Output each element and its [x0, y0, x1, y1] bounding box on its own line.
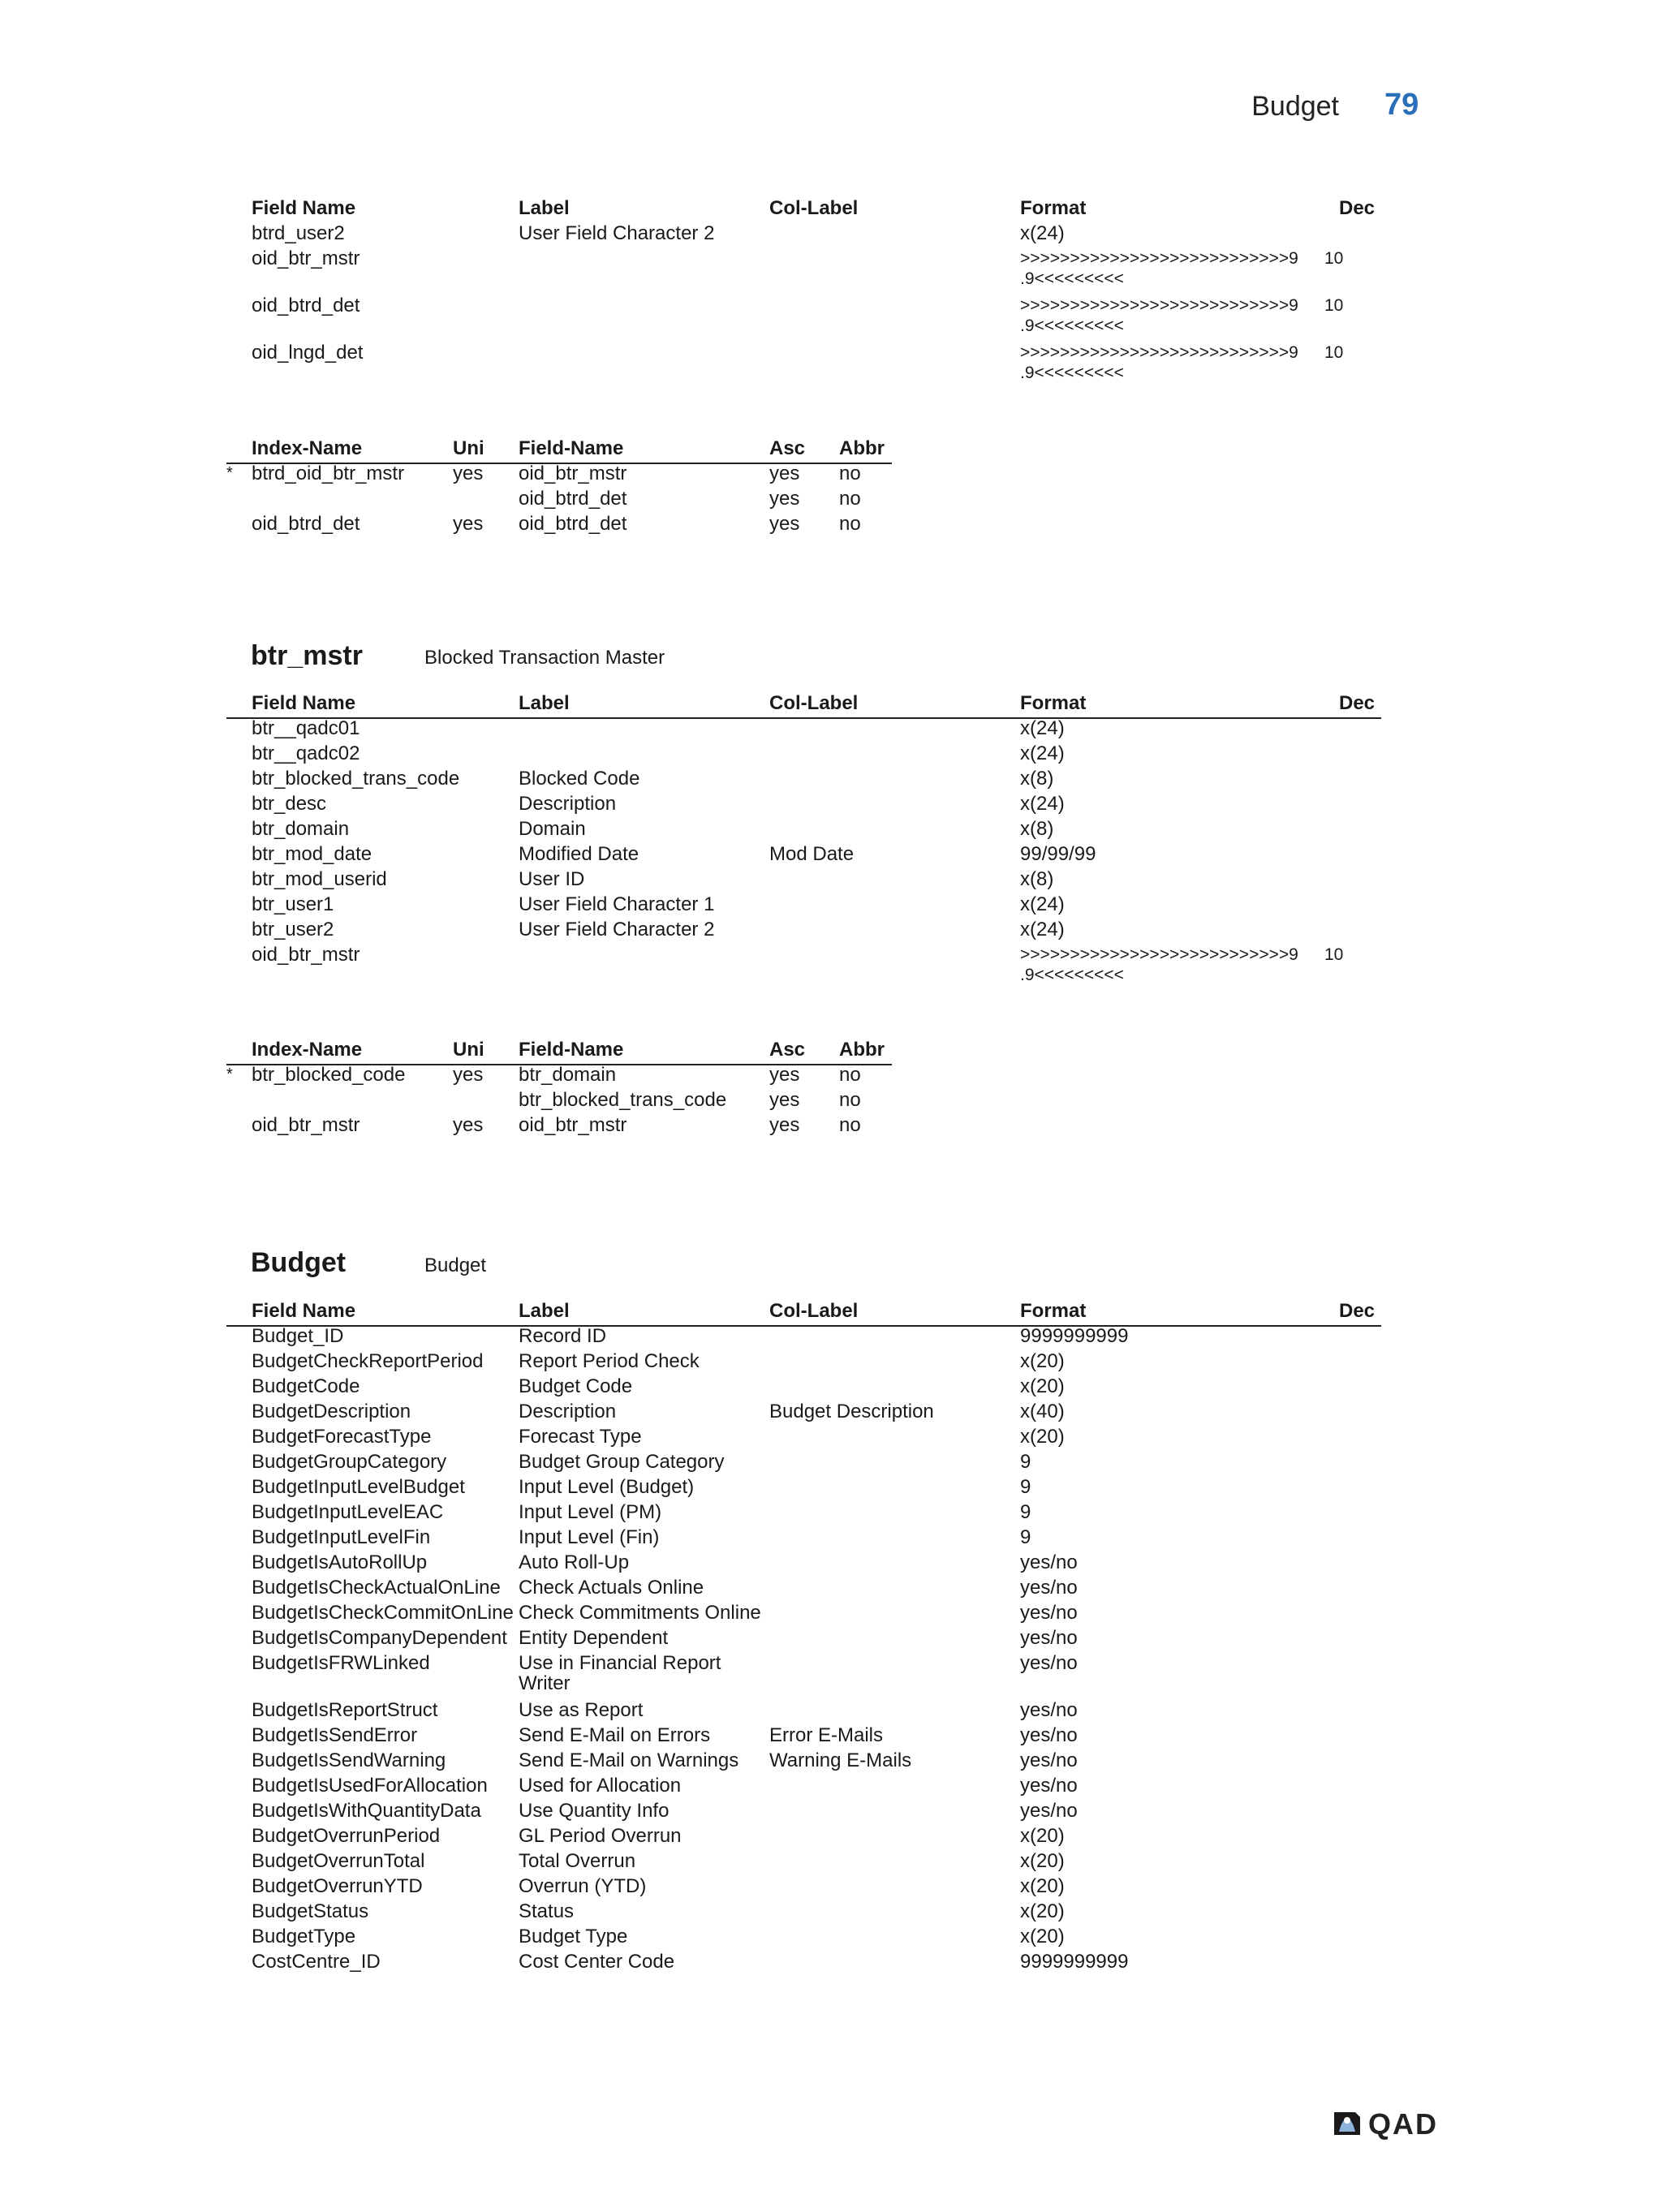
col-header-label: Label — [519, 1300, 570, 1322]
field-label: User Field Character 2 — [519, 919, 715, 940]
col-header-asc: Asc — [769, 437, 806, 459]
field-format: x(20) — [1020, 1350, 1065, 1372]
field-label: User ID — [519, 868, 585, 890]
table-row — [0, 1474, 1662, 1500]
field-name: Budget_ID — [252, 1325, 344, 1347]
qad-logo — [1331, 2109, 1445, 2141]
field-format: x(24) — [1020, 893, 1065, 915]
index-uni: yes — [453, 1064, 484, 1086]
table-row — [0, 1112, 1662, 1138]
index-asc: yes — [769, 463, 800, 484]
field-label: Check Actuals Online — [519, 1577, 704, 1599]
field-name: BudgetIsCheckCommitOnLine — [252, 1602, 514, 1624]
field-name: CostCentre_ID — [252, 1951, 381, 1973]
field-dec: 10 — [1324, 296, 1344, 315]
col-header-dec: Dec — [1339, 1300, 1376, 1322]
table-description: Budget — [424, 1254, 487, 1276]
field-label: Blocked Code — [519, 768, 640, 790]
field-format: x(20) — [1020, 1926, 1065, 1947]
field-label: Status — [519, 1900, 575, 1922]
field-col-label: Mod Date — [769, 843, 855, 865]
col-header-index-name: Index-Name — [252, 437, 363, 459]
table-row — [0, 716, 1662, 741]
index-abbr: no — [839, 1114, 861, 1136]
col-header-label: Label — [519, 197, 570, 219]
table-row — [0, 892, 1662, 917]
field-label: Input Level (Fin) — [519, 1526, 660, 1548]
col-header-field-name: Field-Name — [519, 1039, 624, 1061]
field-label: User Field Character 1 — [519, 893, 715, 915]
field-label: Send E-Mail on Errors — [519, 1724, 711, 1746]
field-label: Record ID — [519, 1325, 607, 1347]
field-format: x(8) — [1020, 868, 1054, 890]
index-abbr: no — [839, 463, 861, 484]
table-row — [0, 867, 1662, 892]
field-label-continued: Writer — [519, 1672, 571, 1694]
field-format: 99/99/99 — [1020, 843, 1096, 865]
field-name: btr_user2 — [252, 919, 334, 940]
field-label: Report Period Check — [519, 1350, 700, 1372]
index-field: oid_btr_mstr — [519, 1114, 627, 1136]
field-col-label: Error E-Mails — [769, 1724, 884, 1746]
index-asc: yes — [769, 1114, 800, 1136]
index-name: btr_blocked_code — [252, 1064, 406, 1086]
index-asc: yes — [769, 1064, 800, 1086]
col-header-abbr: Abbr — [839, 1039, 885, 1061]
field-label: Total Overrun — [519, 1850, 636, 1872]
index-name: oid_btr_mstr — [252, 1114, 360, 1136]
col-header-dec: Dec — [1339, 692, 1376, 714]
field-format: yes/no — [1020, 1551, 1078, 1573]
col-header-field-name: Field Name — [252, 197, 356, 219]
field-format: 9999999999 — [1020, 1951, 1129, 1973]
field-name: btrd_user2 — [252, 222, 345, 244]
field-label: Use in Financial Report — [519, 1652, 721, 1674]
index-uni: yes — [453, 463, 484, 484]
field-name: oid_lngd_det — [252, 342, 364, 364]
field-format: x(8) — [1020, 818, 1054, 840]
field-format: yes/no — [1020, 1652, 1078, 1674]
table-row — [0, 741, 1662, 766]
table-row — [0, 1424, 1662, 1449]
field-format: 9999999999 — [1020, 1325, 1129, 1347]
table-row — [0, 461, 1662, 486]
field-name: BudgetForecastType — [252, 1426, 432, 1448]
table-row — [0, 1723, 1662, 1748]
field-label: Overrun (YTD) — [519, 1875, 647, 1897]
col-header-index-name: Index-Name — [252, 1039, 363, 1061]
index-name: oid_btrd_det — [252, 513, 360, 535]
field-format: yes/no — [1020, 1699, 1078, 1721]
primary-index-marker: * — [226, 464, 233, 482]
index-asc: yes — [769, 488, 800, 510]
field-col-label: Warning E-Mails — [769, 1749, 912, 1771]
primary-index-marker: * — [226, 1065, 233, 1083]
table-row — [0, 1848, 1662, 1874]
index-abbr: no — [839, 513, 861, 535]
field-format: x(24) — [1020, 742, 1065, 764]
table-row — [0, 1625, 1662, 1650]
col-header-dec: Dec — [1339, 197, 1376, 219]
field-label: Use Quantity Info — [519, 1800, 670, 1822]
index-abbr: no — [839, 1064, 861, 1086]
field-table-header — [0, 1298, 1662, 1323]
field-label: Send E-Mail on Warnings — [519, 1749, 739, 1771]
col-header-col-label: Col-Label — [769, 197, 859, 219]
table-row — [0, 816, 1662, 841]
field-format: yes/no — [1020, 1577, 1078, 1599]
table-description: Blocked Transaction Master — [424, 647, 665, 669]
field-label: Forecast Type — [519, 1426, 642, 1448]
field-label: Modified Date — [519, 843, 639, 865]
field-format: yes/no — [1020, 1749, 1078, 1771]
field-dec: 10 — [1324, 249, 1344, 268]
field-format: 9 — [1020, 1526, 1031, 1548]
field-name: btr_blocked_trans_code — [252, 768, 460, 790]
field-format-continued: .9<<<<<<<<< — [1020, 966, 1124, 984]
field-table-header — [0, 691, 1662, 716]
field-label: Budget Code — [519, 1375, 633, 1397]
col-header-format: Format — [1020, 692, 1087, 714]
table-row — [0, 841, 1662, 867]
field-format-continued: .9<<<<<<<<< — [1020, 269, 1124, 288]
index-table-header — [0, 436, 1662, 461]
field-dec: 10 — [1324, 343, 1344, 362]
table-row — [0, 1798, 1662, 1823]
index-table-header — [0, 1037, 1662, 1062]
field-format: x(20) — [1020, 1875, 1065, 1897]
field-format: yes/no — [1020, 1775, 1078, 1797]
field-name: BudgetStatus — [252, 1900, 369, 1922]
qad-logo-text: QAD — [1368, 2107, 1438, 2141]
field-name: oid_btrd_det — [252, 295, 360, 316]
field-label: Budget Type — [519, 1926, 628, 1947]
field-format: yes/no — [1020, 1602, 1078, 1624]
field-format: x(24) — [1020, 717, 1065, 739]
qad-logo-icon — [1331, 2109, 1363, 2138]
field-label: Budget Group Category — [519, 1451, 725, 1473]
field-format: x(24) — [1020, 222, 1065, 244]
field-name: BudgetOverrunYTD — [252, 1875, 423, 1897]
table-row — [0, 1087, 1662, 1112]
table-row — [0, 766, 1662, 791]
table-row-continuation — [0, 362, 1662, 387]
table-row-continuation — [0, 268, 1662, 293]
table-row — [0, 1525, 1662, 1550]
table-row — [0, 1899, 1662, 1924]
field-name: BudgetIsSendError — [252, 1724, 418, 1746]
field-format-continued: .9<<<<<<<<< — [1020, 364, 1124, 382]
field-format: >>>>>>>>>>>>>>>>>>>>>>>>>>>9 — [1020, 945, 1298, 964]
field-label: Check Commitments Online — [519, 1602, 761, 1624]
field-format: 9 — [1020, 1476, 1031, 1498]
field-name: BudgetIsReportStruct — [252, 1699, 438, 1721]
field-label: User Field Character 2 — [519, 222, 715, 244]
index-field: oid_btrd_det — [519, 513, 627, 535]
field-label: Used for Allocation — [519, 1775, 682, 1797]
table-row-continuation — [0, 315, 1662, 340]
field-format: 9 — [1020, 1451, 1031, 1473]
field-format: x(20) — [1020, 1825, 1065, 1847]
field-name: BudgetInputLevelBudget — [252, 1476, 465, 1498]
table-row-continuation — [0, 964, 1662, 989]
table-row — [0, 1773, 1662, 1798]
field-label: GL Period Overrun — [519, 1825, 682, 1847]
table-row — [0, 1575, 1662, 1600]
field-name: btr_mod_date — [252, 843, 372, 865]
col-header-uni: Uni — [453, 437, 484, 459]
col-header-format: Format — [1020, 197, 1087, 219]
field-label: Entity Dependent — [519, 1627, 669, 1649]
col-header-label: Label — [519, 692, 570, 714]
table-row — [0, 1500, 1662, 1525]
table-row — [0, 1349, 1662, 1374]
table-row — [0, 1374, 1662, 1399]
field-format: x(20) — [1020, 1426, 1065, 1448]
table-row — [0, 1062, 1662, 1087]
field-format: yes/no — [1020, 1627, 1078, 1649]
table-row — [0, 1698, 1662, 1723]
col-header-asc: Asc — [769, 1039, 806, 1061]
table-row — [0, 221, 1662, 246]
field-name: BudgetCode — [252, 1375, 360, 1397]
field-name: BudgetDescription — [252, 1401, 411, 1422]
table-title: Budget — [251, 1247, 347, 1278]
index-field: btr_domain — [519, 1064, 617, 1086]
col-header-abbr: Abbr — [839, 437, 885, 459]
page-header-title: Budget — [1251, 91, 1339, 122]
table-row — [0, 1748, 1662, 1773]
field-format: x(20) — [1020, 1375, 1065, 1397]
field-format: yes/no — [1020, 1800, 1078, 1822]
field-label: Description — [519, 793, 617, 815]
field-format: x(24) — [1020, 919, 1065, 940]
field-name: btr__qadc01 — [252, 717, 360, 739]
index-uni: yes — [453, 513, 484, 535]
field-name: oid_btr_mstr — [252, 247, 360, 269]
table-title: btr_mstr — [251, 640, 363, 671]
field-format: yes/no — [1020, 1724, 1078, 1746]
table-row — [0, 511, 1662, 536]
index-uni: yes — [453, 1114, 484, 1136]
field-name: btr_user1 — [252, 893, 334, 915]
field-name: BudgetOverrunPeriod — [252, 1825, 441, 1847]
col-header-field-name: Field Name — [252, 1300, 356, 1322]
field-name: oid_btr_mstr — [252, 944, 360, 966]
index-field: oid_btrd_det — [519, 488, 627, 510]
table-row — [0, 486, 1662, 511]
field-name: BudgetInputLevelFin — [252, 1526, 431, 1548]
field-format: x(8) — [1020, 768, 1054, 790]
field-name: btr_desc — [252, 793, 327, 815]
field-name: BudgetIsCompanyDependent — [252, 1627, 507, 1649]
index-asc: yes — [769, 1089, 800, 1111]
field-format: >>>>>>>>>>>>>>>>>>>>>>>>>>>9 — [1020, 249, 1298, 268]
table-row — [0, 1399, 1662, 1424]
table-row — [0, 917, 1662, 942]
table-row — [0, 791, 1662, 816]
field-name: BudgetInputLevelEAC — [252, 1501, 444, 1523]
field-format: x(40) — [1020, 1401, 1065, 1422]
field-name: btr_mod_userid — [252, 868, 387, 890]
table-row — [0, 1323, 1662, 1349]
col-header-field-name: Field-Name — [519, 437, 624, 459]
field-name: BudgetIsUsedForAllocation — [252, 1775, 488, 1797]
field-dec: 10 — [1324, 945, 1344, 964]
field-format-continued: .9<<<<<<<<< — [1020, 316, 1124, 335]
col-header-field-name: Field Name — [252, 692, 356, 714]
field-name: btr__qadc02 — [252, 742, 360, 764]
table-row — [0, 1600, 1662, 1625]
field-label: Domain — [519, 818, 586, 840]
table-row — [0, 1874, 1662, 1899]
field-name: BudgetOverrunTotal — [252, 1850, 425, 1872]
table-row-continuation — [0, 1672, 1662, 1698]
field-label: Input Level (Budget) — [519, 1476, 695, 1498]
field-name: BudgetType — [252, 1926, 356, 1947]
field-table-header — [0, 196, 1662, 221]
field-label: Cost Center Code — [519, 1951, 675, 1973]
col-header-format: Format — [1020, 1300, 1087, 1322]
field-label: Input Level (PM) — [519, 1501, 662, 1523]
index-name: btrd_oid_btr_mstr — [252, 463, 405, 484]
field-format: x(20) — [1020, 1900, 1065, 1922]
field-label: Use as Report — [519, 1699, 644, 1721]
index-field: oid_btr_mstr — [519, 463, 627, 484]
field-name: BudgetIsWithQuantityData — [252, 1800, 481, 1822]
field-name: BudgetIsCheckActualOnLine — [252, 1577, 501, 1599]
field-format: >>>>>>>>>>>>>>>>>>>>>>>>>>>9 — [1020, 296, 1298, 315]
field-label: Description — [519, 1401, 617, 1422]
field-col-label: Budget Description — [769, 1401, 934, 1422]
col-header-col-label: Col-Label — [769, 692, 859, 714]
field-name: BudgetIsAutoRollUp — [252, 1551, 428, 1573]
table-row — [0, 1449, 1662, 1474]
index-abbr: no — [839, 488, 861, 510]
field-name: BudgetCheckReportPeriod — [252, 1350, 484, 1372]
col-header-uni: Uni — [453, 1039, 484, 1061]
field-label: Auto Roll-Up — [519, 1551, 630, 1573]
field-format: x(20) — [1020, 1850, 1065, 1872]
table-row — [0, 1823, 1662, 1848]
index-asc: yes — [769, 513, 800, 535]
col-header-col-label: Col-Label — [769, 1300, 859, 1322]
table-row — [0, 1949, 1662, 1974]
index-field: btr_blocked_trans_code — [519, 1089, 727, 1111]
field-format: x(24) — [1020, 793, 1065, 815]
field-name: BudgetIsSendWarning — [252, 1749, 446, 1771]
field-format: 9 — [1020, 1501, 1031, 1523]
field-format: >>>>>>>>>>>>>>>>>>>>>>>>>>>9 — [1020, 343, 1298, 362]
index-abbr: no — [839, 1089, 861, 1111]
table-row — [0, 1550, 1662, 1575]
table-row — [0, 1924, 1662, 1949]
field-name: BudgetIsFRWLinked — [252, 1652, 430, 1674]
page-number: 79 — [1384, 88, 1419, 122]
field-name: btr_domain — [252, 818, 350, 840]
field-name: BudgetGroupCategory — [252, 1451, 447, 1473]
